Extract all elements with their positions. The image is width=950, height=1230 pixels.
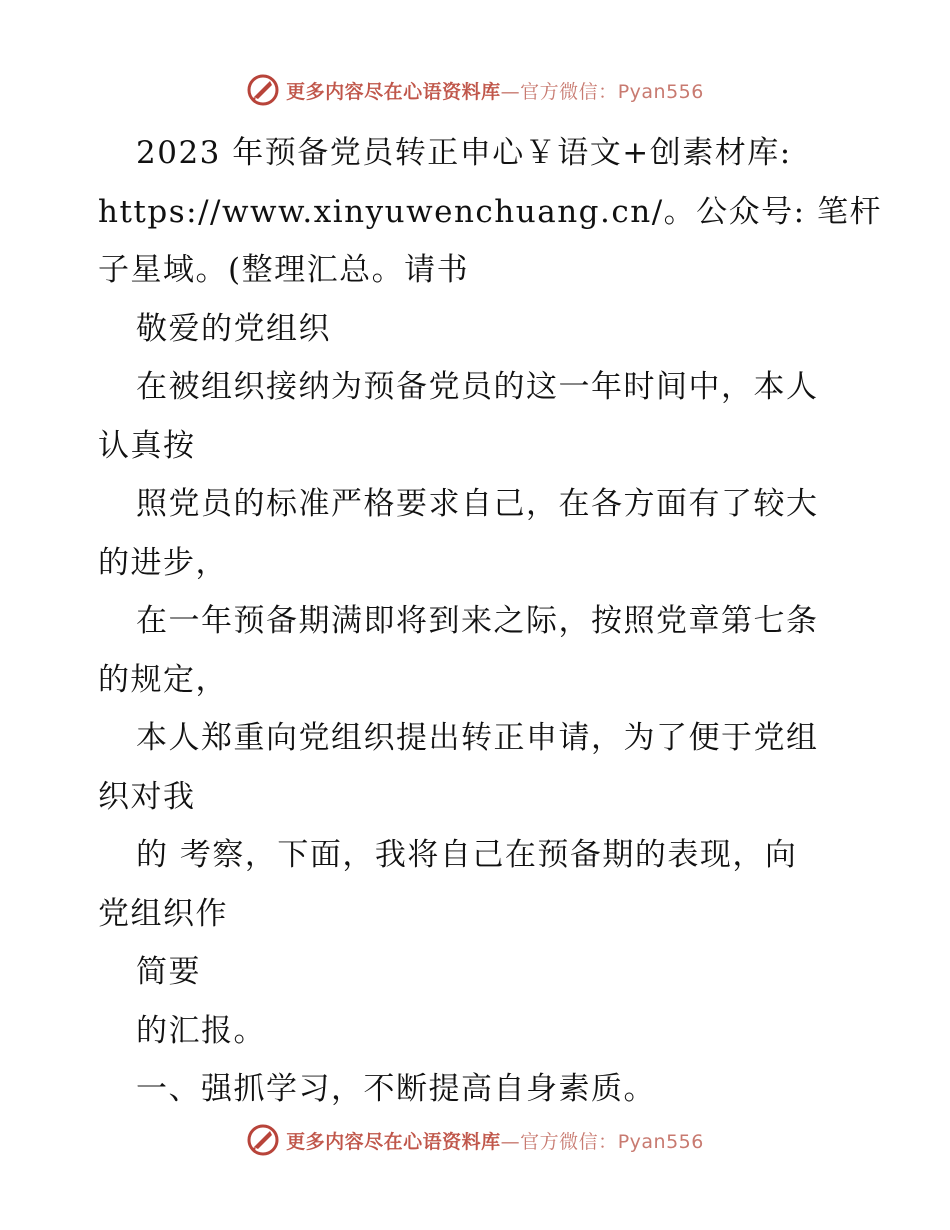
text-line: 在被组织接纳为预备党员的这一年时间中，本人	[136, 369, 819, 405]
watermark-id: Pyan556	[617, 80, 704, 103]
watermark-official: 官方微信：	[520, 80, 618, 103]
text-line: 的规定，	[98, 661, 228, 698]
text-line: 在一年预备期满即将到来之际，按照党章第七条	[136, 603, 819, 639]
watermark-main: 更多内容尽在心语资料库	[286, 80, 501, 103]
text-line: 认真按	[98, 427, 196, 464]
text-line: 党组织作	[98, 895, 228, 932]
text-line: 的汇报。	[136, 1012, 266, 1049]
watermark-dash: —	[500, 80, 521, 103]
text-line: 织对我	[98, 778, 196, 815]
watermark-text	[286, 1127, 704, 1154]
text-line: 的 考察，下面，我将自己在预备期的表现，向	[136, 837, 798, 873]
quill-logo-icon	[246, 73, 280, 107]
text-line: 本人郑重向党组织提出转正申请，为了便于党组	[136, 720, 819, 756]
watermark-dash: —	[500, 1130, 521, 1153]
watermark-text	[286, 77, 704, 104]
watermark-id: Pyan556	[617, 1130, 704, 1153]
document-body	[98, 124, 882, 1119]
section-heading: 一、强抓学习，不断提高自身素质。	[136, 1071, 656, 1107]
text-line: 简要	[136, 954, 201, 990]
watermark-main: 更多内容尽在心语资料库	[286, 1130, 501, 1153]
text-line: 2023 年预备党员转正申心￥语文+创素材库:	[136, 135, 792, 171]
text-line: https://www.xinyuwenchuang.cn/。公众号: 笔杆	[98, 193, 882, 230]
text-line: 照党员的标准严格要求自己，在各方面有了较大	[136, 486, 819, 522]
text-line: 的进步，	[98, 544, 228, 581]
quill-logo-icon	[246, 1123, 280, 1157]
header-watermark	[0, 70, 950, 110]
watermark-official: 官方微信：	[520, 1130, 618, 1153]
text-line: 子星域。(整理汇总。请书	[98, 252, 470, 288]
salutation: 敬爱的党组织	[136, 310, 331, 347]
footer-watermark	[0, 1120, 950, 1160]
